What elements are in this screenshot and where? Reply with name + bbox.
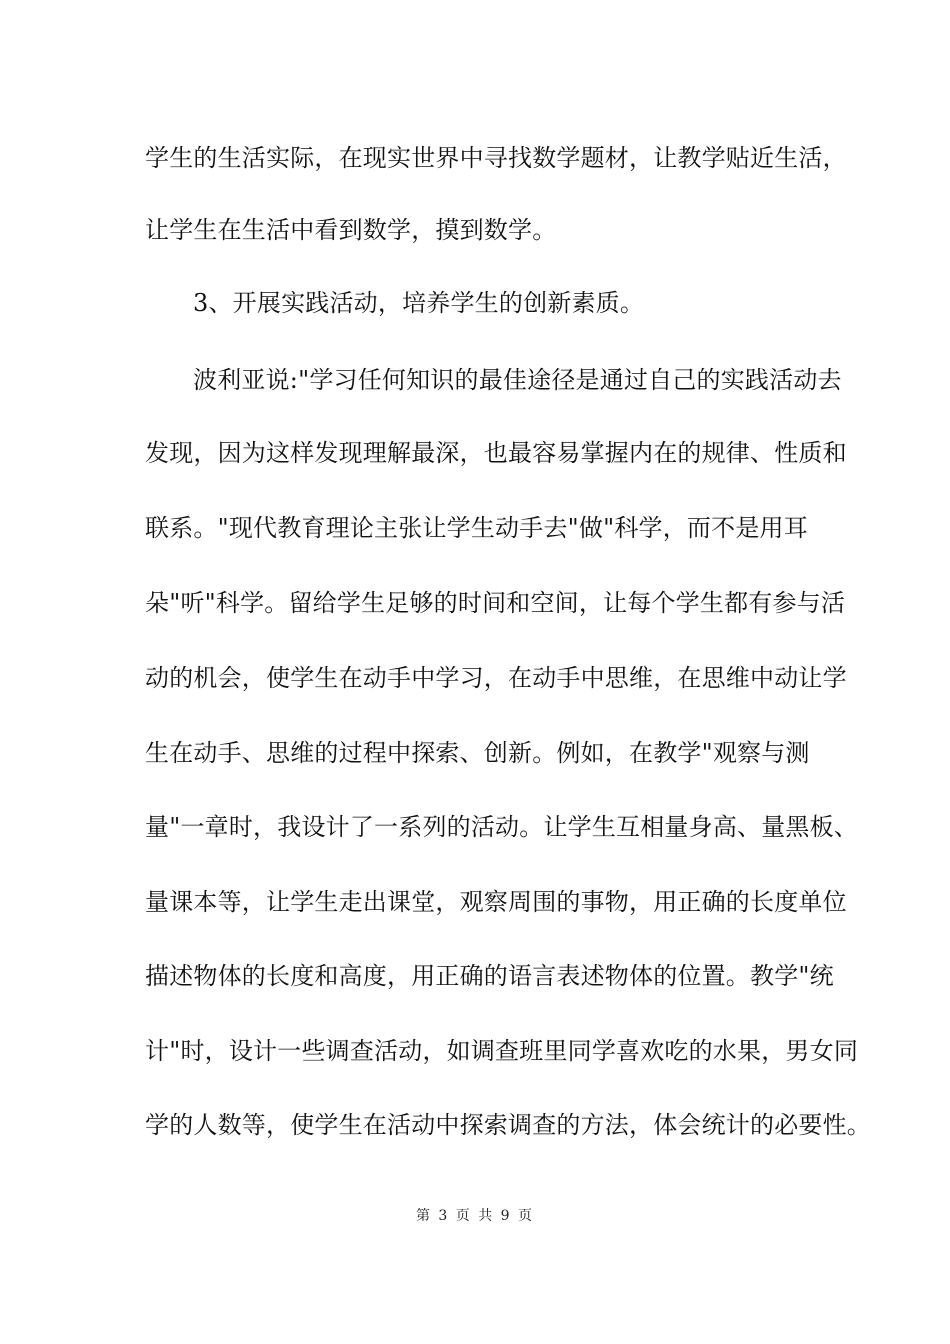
text-line: 让学生在生活中看到数学，摸到数学。 <box>145 216 557 244</box>
page-number-footer: 第 3 页 共 9 页 <box>415 1208 535 1224</box>
text-line: 描述物体的长度和高度，用正确的语言表述物体的位置。教学"统 <box>145 962 834 990</box>
text-line: 朵"听"科学。留给学生足够的时间和空间，让每个学生都有参与活 <box>145 589 846 617</box>
text-line: 量"一章时，我设计了一系列的活动。让学生互相量身高、量黑板、 <box>145 813 859 841</box>
text-line: 联系。"现代教育理论主张让学生动手去"做"科学，而不是用耳 <box>145 514 808 542</box>
text-line: 计"时，设计一些调查活动，如调查班里同学喜欢吃的水果，男女同 <box>145 1037 859 1065</box>
text-line: 动的机会，使学生在动手中学习，在动手中思维，在思维中动让学 <box>145 664 847 692</box>
text-line: 学的人数等，使学生在活动中探索调查的方法，体会统计的必要性。 <box>145 1111 871 1139</box>
text-line: 学生的生活实际，在现实世界中寻找数学题材，让教学贴近生活， <box>145 144 847 172</box>
text-line: 发现，因为这样发现理解最深，也最容易掌握内在的规律、性质和 <box>145 439 847 467</box>
text-line: 生在动手、思维的过程中探索、创新。例如，在教学"观察与测 <box>145 739 810 767</box>
section-heading: 3、开展实践活动，培养学生的创新素质。 <box>193 289 645 317</box>
text-line: 量课本等，让学生走出课堂，观察周围的事物，用正确的长度单位 <box>145 888 847 916</box>
text-line: 波利亚说:"学习任何知识的最佳途径是通过自己的实践活动去 <box>193 366 842 394</box>
